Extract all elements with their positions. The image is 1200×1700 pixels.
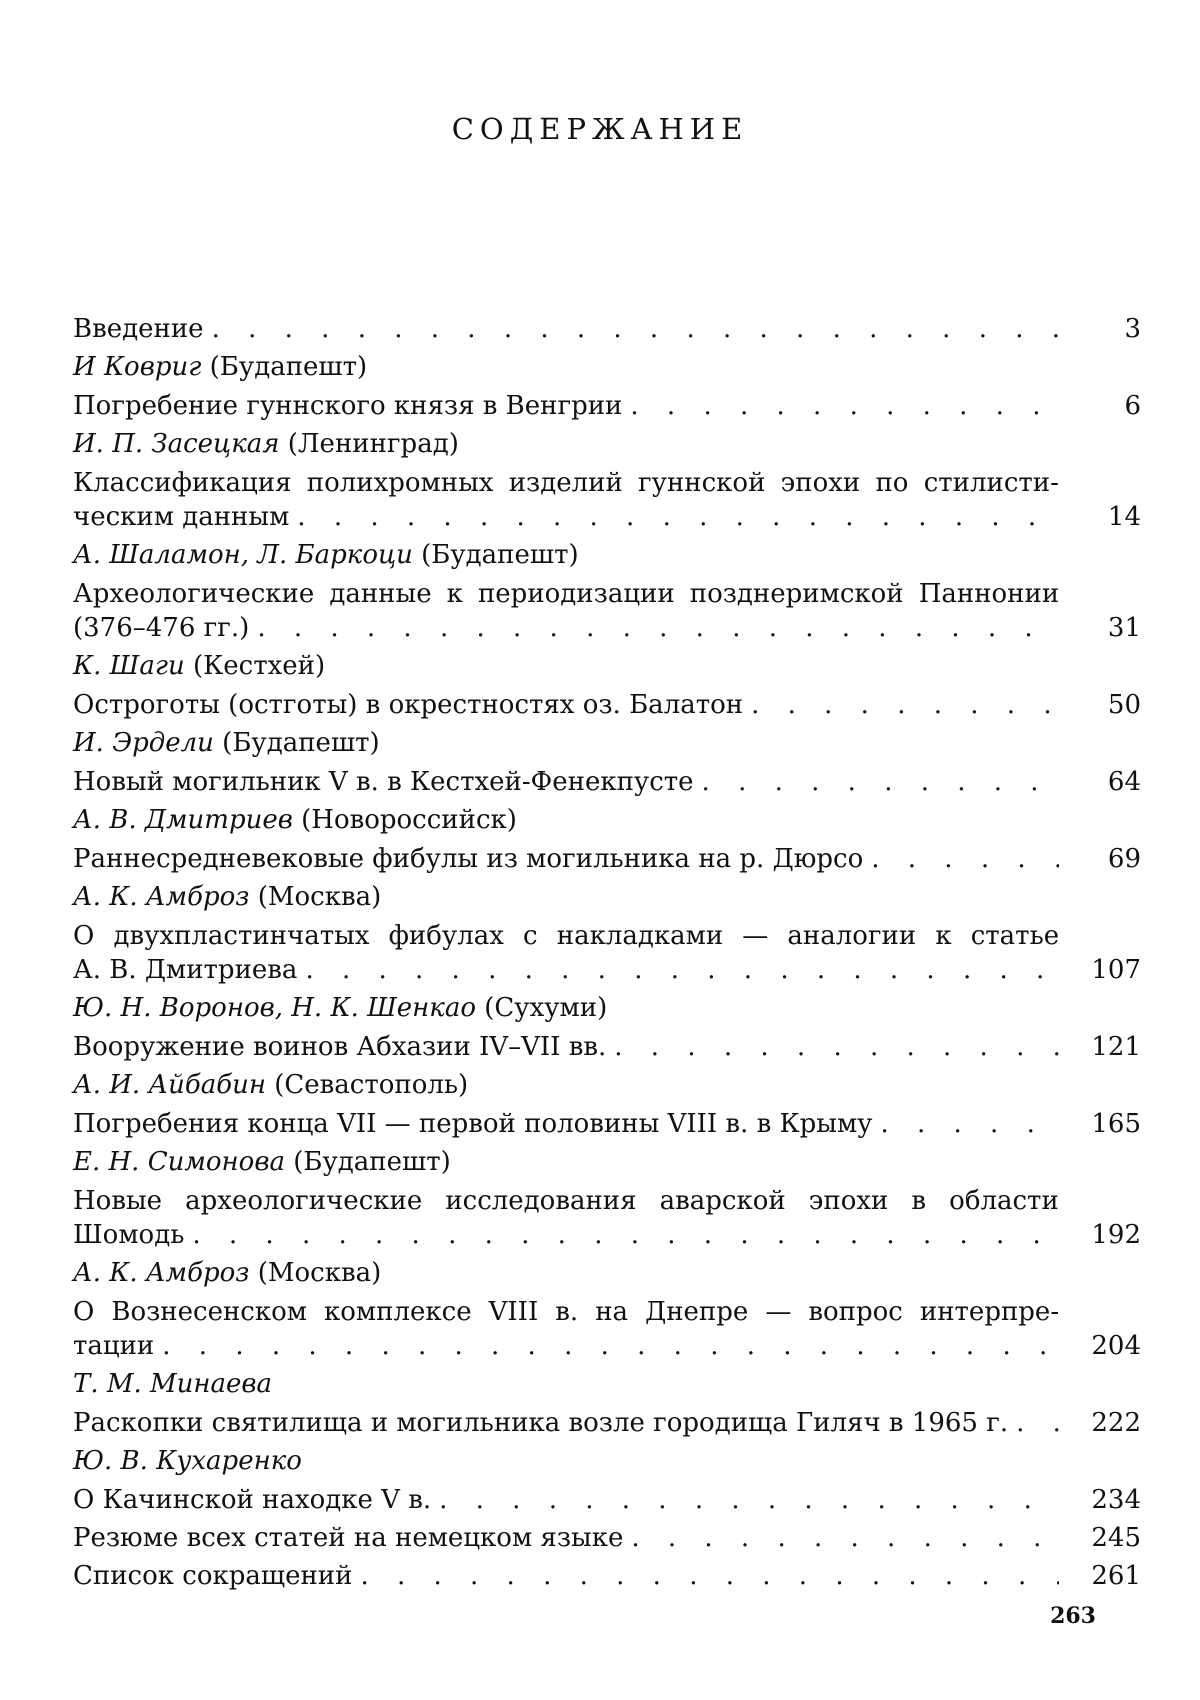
entry-title-last-line (73, 312, 1141, 346)
author-names: А. В. Дмитриев (73, 805, 293, 835)
dot-leader (751, 688, 1059, 722)
dot-leader (871, 842, 1059, 876)
entry-title-text: А. В. Дмитриева (73, 955, 298, 985)
author-place: (Новороссийск) (301, 805, 517, 835)
entry-title-last-line (73, 389, 1141, 423)
entry-page-number: 3 (1124, 314, 1141, 344)
entry-title-last-line (73, 1030, 1141, 1064)
entry-title-last-line (73, 688, 1141, 722)
entry-page-number: 31 (1107, 613, 1141, 643)
entry-title-text: Шомодь (73, 1220, 185, 1250)
entry-page-number: 234 (1091, 1485, 1141, 1515)
author-place: (Будапешт) (209, 352, 368, 382)
toc-author (73, 1256, 1141, 1291)
toc-entry[interactable] (73, 1559, 1141, 1593)
entry-title-text: (376–476 гг.) (73, 613, 250, 643)
toc-author (73, 1444, 1141, 1479)
author-names: Ю. Н. Воронов, Н. К. Шенкао (73, 993, 476, 1023)
entry-page-number: 14 (1107, 502, 1141, 532)
author-place: (Ленинград) (287, 429, 459, 459)
dot-leader (630, 389, 1059, 423)
entry-title-text: Погребение гуннского князя в Венгрии (73, 391, 623, 421)
entry-page-number: 245 (1091, 1523, 1141, 1553)
table-of-contents (73, 312, 1141, 1597)
author-place: (Москва) (257, 1258, 382, 1288)
entry-title-text: Вооружение воинов Абхазии IV–VII вв. (73, 1032, 607, 1062)
toc-entry[interactable] (73, 1406, 1141, 1440)
entry-title-text: Раскопки святилища и могильника возле городища Гиляч в 1965 г. (73, 1408, 1009, 1438)
entry-title-text: Резюме всех статей на немецком языке (73, 1523, 624, 1553)
entry-title-text: О двухпластинчатых фибулах с накладками — аналогии к статье (73, 921, 1060, 951)
toc-entry[interactable] (73, 1295, 1141, 1363)
author-place: (Москва) (257, 882, 382, 912)
dot-leader (212, 312, 1059, 346)
author-place: (Севастополь) (274, 1070, 469, 1100)
dot-leader (614, 1030, 1059, 1064)
dot-leader (297, 500, 1059, 534)
entry-title-last-line (73, 1329, 1141, 1363)
entry-title-text: Классификация полихромных изделий гуннской эпохи по стилисти- (73, 468, 1059, 498)
dot-leader (257, 611, 1059, 645)
entry-title-last-line (73, 1218, 1141, 1252)
dot-leader (360, 1559, 1059, 1593)
entry-title-text: тации (73, 1331, 155, 1361)
entry-title-text: Введение (73, 314, 204, 344)
entry-page-number: 261 (1091, 1561, 1141, 1591)
entry-page-number: 204 (1091, 1331, 1141, 1361)
toc-entry[interactable] (73, 312, 1141, 346)
entry-page-number: 165 (1091, 1109, 1141, 1139)
entry-page-number: 6 (1124, 391, 1141, 421)
dot-leader (192, 1218, 1059, 1252)
entry-page-number: 222 (1091, 1408, 1141, 1438)
dot-leader (1016, 1406, 1059, 1440)
entry-page-number: 69 (1107, 844, 1141, 874)
toc-author (73, 1367, 1141, 1402)
toc-author (73, 726, 1141, 761)
entry-title-line (73, 1295, 1141, 1329)
entry-title-text: Новый могильник V в. в Кестхей-Фенекпусте (73, 767, 694, 797)
entry-page-number: 192 (1091, 1220, 1141, 1250)
toc-author (73, 880, 1141, 915)
toc-entry[interactable] (73, 577, 1141, 645)
dot-leader (439, 1483, 1059, 1517)
entry-title-text: Список сокращений (73, 1561, 353, 1591)
entry-page-number: 121 (1091, 1032, 1141, 1062)
entry-title-text: Новые археологические исследования аварской эпохи в области (73, 1186, 1059, 1216)
author-place: (Будапешт) (421, 540, 579, 570)
author-place: (Кестхей) (192, 651, 326, 681)
entry-title-text: Погребения конца VII — первой половины VIII в. в Крыму (73, 1109, 873, 1139)
author-names: И. Эрдели (73, 728, 214, 758)
entry-title-last-line (73, 842, 1141, 876)
entry-title-text: Археологические данные к периодизации позднеримской Паннонии (73, 579, 1060, 609)
author-names: И Ковриг (73, 352, 202, 382)
entry-title-text: О Качинской находке V в. (73, 1485, 432, 1515)
toc-author (73, 350, 1141, 385)
dot-leader (162, 1329, 1059, 1363)
entry-title-text: ческим данным (73, 502, 290, 532)
page-title: СОДЕРЖАНИЕ (451, 112, 749, 146)
entry-title-last-line (73, 1483, 1141, 1517)
author-names: А. И. Айбабин (73, 1070, 266, 1100)
toc-author (73, 649, 1141, 684)
toc-author (73, 427, 1141, 462)
dot-leader (305, 953, 1059, 987)
entry-title-line (73, 466, 1141, 500)
entry-title-last-line (73, 1559, 1141, 1593)
toc-entry[interactable] (73, 1107, 1141, 1141)
author-names: И. П. Засецкая (73, 429, 280, 459)
author-names: А. Шаламон, Л. Баркоци (73, 540, 413, 570)
entry-page-number: 64 (1107, 767, 1141, 797)
entry-page-number: 50 (1107, 690, 1141, 720)
toc-entry[interactable] (73, 688, 1141, 722)
toc-author (73, 1068, 1141, 1103)
toc-entry[interactable] (73, 765, 1141, 799)
author-place: (Сухуми) (484, 993, 608, 1023)
toc-entry[interactable] (73, 919, 1141, 987)
entry-title-last-line (73, 500, 1141, 534)
toc-entry[interactable] (73, 389, 1141, 423)
entry-title-last-line (73, 765, 1141, 799)
entry-title-text: Раннесредневековые фибулы из могильника на р. Дюрсо (73, 844, 864, 874)
author-place: (Будапешт) (293, 1147, 451, 1177)
author-names: Е. Н. Симонова (73, 1147, 285, 1177)
author-names: Т. М. Минаева (73, 1369, 273, 1399)
entry-title-last-line (73, 1107, 1141, 1141)
toc-entry[interactable] (73, 1521, 1141, 1555)
entry-title-last-line (73, 1406, 1141, 1440)
entry-title-line (73, 1184, 1141, 1218)
author-names: Ю. В. Кухаренко (73, 1446, 302, 1476)
entry-page-number: 107 (1091, 955, 1141, 985)
toc-entry[interactable] (73, 1483, 1141, 1517)
dot-leader (631, 1521, 1059, 1555)
entry-title-line (73, 919, 1141, 953)
entry-title-last-line (73, 1521, 1141, 1555)
dot-leader (702, 765, 1059, 799)
toc-author (73, 1145, 1141, 1180)
entry-title-last-line (73, 953, 1141, 987)
dot-leader (880, 1107, 1059, 1141)
toc-entry[interactable] (73, 842, 1141, 876)
author-names: К. Шаги (73, 651, 185, 681)
entry-title-last-line (73, 611, 1141, 645)
toc-author (73, 803, 1141, 838)
toc-entry[interactable] (73, 1030, 1141, 1064)
entry-title-line (73, 577, 1141, 611)
author-place: (Будапешт) (222, 728, 380, 758)
toc-author (73, 538, 1141, 573)
toc-entry[interactable] (73, 466, 1141, 534)
entry-title-text: Остроготы (остготы) в окрестностях оз. Балатон (73, 690, 744, 720)
entry-title-text: О Вознесенском комплексе VIII в. на Днепре — вопрос интерпре- (73, 1297, 1060, 1327)
author-names: А. К. Амброз (73, 1258, 250, 1288)
toc-author (73, 991, 1141, 1026)
page-number: 263 (1050, 1603, 1096, 1629)
toc-entry[interactable] (73, 1184, 1141, 1252)
author-names: А. К. Амброз (73, 882, 250, 912)
